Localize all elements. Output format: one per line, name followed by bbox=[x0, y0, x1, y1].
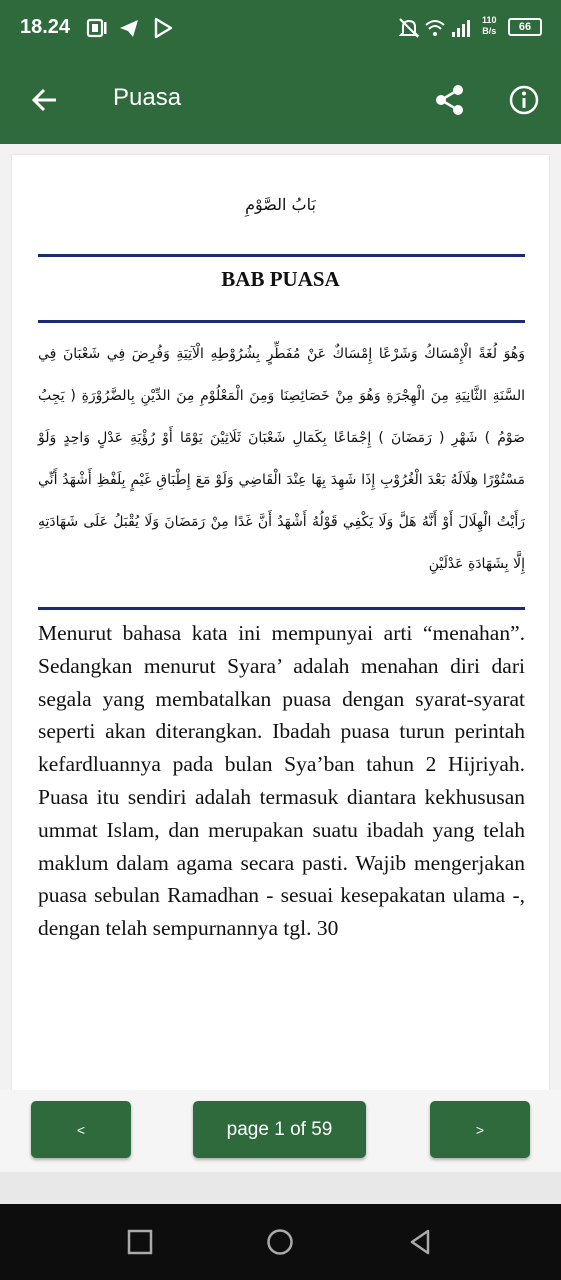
mute-bell-icon bbox=[398, 17, 420, 39]
notification-app-icon bbox=[86, 17, 108, 39]
divider-middle bbox=[38, 320, 525, 323]
system-navigation-bar bbox=[0, 1204, 561, 1280]
back-arrow-icon[interactable] bbox=[30, 84, 60, 116]
divider-bottom bbox=[38, 607, 525, 610]
wifi-icon bbox=[424, 17, 446, 39]
network-speed-value: 110 bbox=[482, 15, 497, 25]
divider-top bbox=[38, 254, 525, 257]
share-icon[interactable] bbox=[434, 84, 466, 116]
translation-text: Menurut bahasa kata ini mempunyai arti “menahan”. Sedangkan menurut Syara’ adalah menahan diri dari segala yang membatalkan puasa dengan syarat-syarat seperti akan diterangkan. Ibadah puasa turun perintah kefardluannya pada bulan Sya’ban tahun 2 Hijriyah. Puasa itu sendiri adalah termasuk diantara kekhususan ummat Islam, dan merupakan suatu ibadah yang telah maklum dalam agama secara pasti. Wajib mengerjakan puasa sebulan Ramadhan - sesuai kesepakatan ulama -, dengan telah sempurnannya tgl. 30 bbox=[38, 621, 525, 941]
home-icon[interactable] bbox=[266, 1228, 294, 1256]
chapter-title-arabic: بَابُ الصَّوْمِ bbox=[245, 195, 316, 214]
bottom-spacer bbox=[0, 1172, 561, 1204]
signal-icon bbox=[450, 17, 472, 39]
page-title: Puasa bbox=[113, 84, 182, 111]
recent-apps-icon[interactable] bbox=[126, 1228, 154, 1256]
app-bar bbox=[0, 56, 561, 144]
status-bar bbox=[0, 0, 561, 56]
arabic-text: وَهُوَ لُغَةً الْإِمْسَاكُ وَشَرْعًا إِمْسَاكٌ عَنْ مُفَطِّرٍ بِشُرُوْطِهِ الْآتِيَةِ وَفُرِضَ فِي شَعْبَانَ فِي السَّنَةِ الثَّانِيَةِ مِنَ الْهِجْرَةِ وَهُوَ مِنْ خَصَائِصِنَا وَمِنَ الْمَعْلُوْمِ مِنَ الدِّيْنِ بِالضَّرُوْرَةِ ( يَجِبُ صَوْمُ ) شَهْرِ ( رَمَضَانَ ) إِجْمَاعًا بِكَمَالِ شَعْبَانَ ثَلَاثِيْنَ يَوْمًا أَوْ رُؤْيَةِ عَدْلٍ وَاحِدٍ وَلَوْ مَسْتُوْرًا هِلَالَهُ بَعْدَ الْغُرُوْبِ إِذَا شَهِدَ بِهَا عِنْدَ الْقَاضِي وَلَوْ مَعَ إِطْبَاقِ غَيْمٍ بِلَفْظِ أَشْهَدُ أَنِّي رَأَيْتُ الْهِلَالَ أَوْ أَنَّهُ هَلَّ وَلَا يَكْفِي قَوْلُهُ أَشْهَدُ أَنَّ غَدًا مِنْ رَمَضَانَ وَلَا يُقْبَلُ عَلَى شَهَادَتِهِ إِلَّا بِشَهَادَةِ عَدْلَيْنِ bbox=[38, 346, 525, 572]
back-nav-icon[interactable] bbox=[406, 1228, 434, 1256]
telegram-icon bbox=[118, 17, 140, 39]
next-page-button[interactable]: > bbox=[430, 1101, 530, 1158]
play-store-icon bbox=[152, 17, 174, 39]
network-speed bbox=[482, 15, 497, 37]
status-time: 18.24 bbox=[20, 16, 71, 38]
battery-indicator: 66 bbox=[508, 18, 542, 36]
network-speed-unit: B/s bbox=[482, 26, 497, 36]
info-icon[interactable] bbox=[508, 84, 540, 116]
page-indicator-button[interactable]: page 1 of 59 bbox=[193, 1101, 366, 1158]
chapter-title: BAB PUASA bbox=[221, 267, 340, 291]
book-page bbox=[12, 155, 549, 1090]
pagination-bar bbox=[0, 1090, 561, 1172]
previous-page-button[interactable]: < bbox=[31, 1101, 131, 1158]
